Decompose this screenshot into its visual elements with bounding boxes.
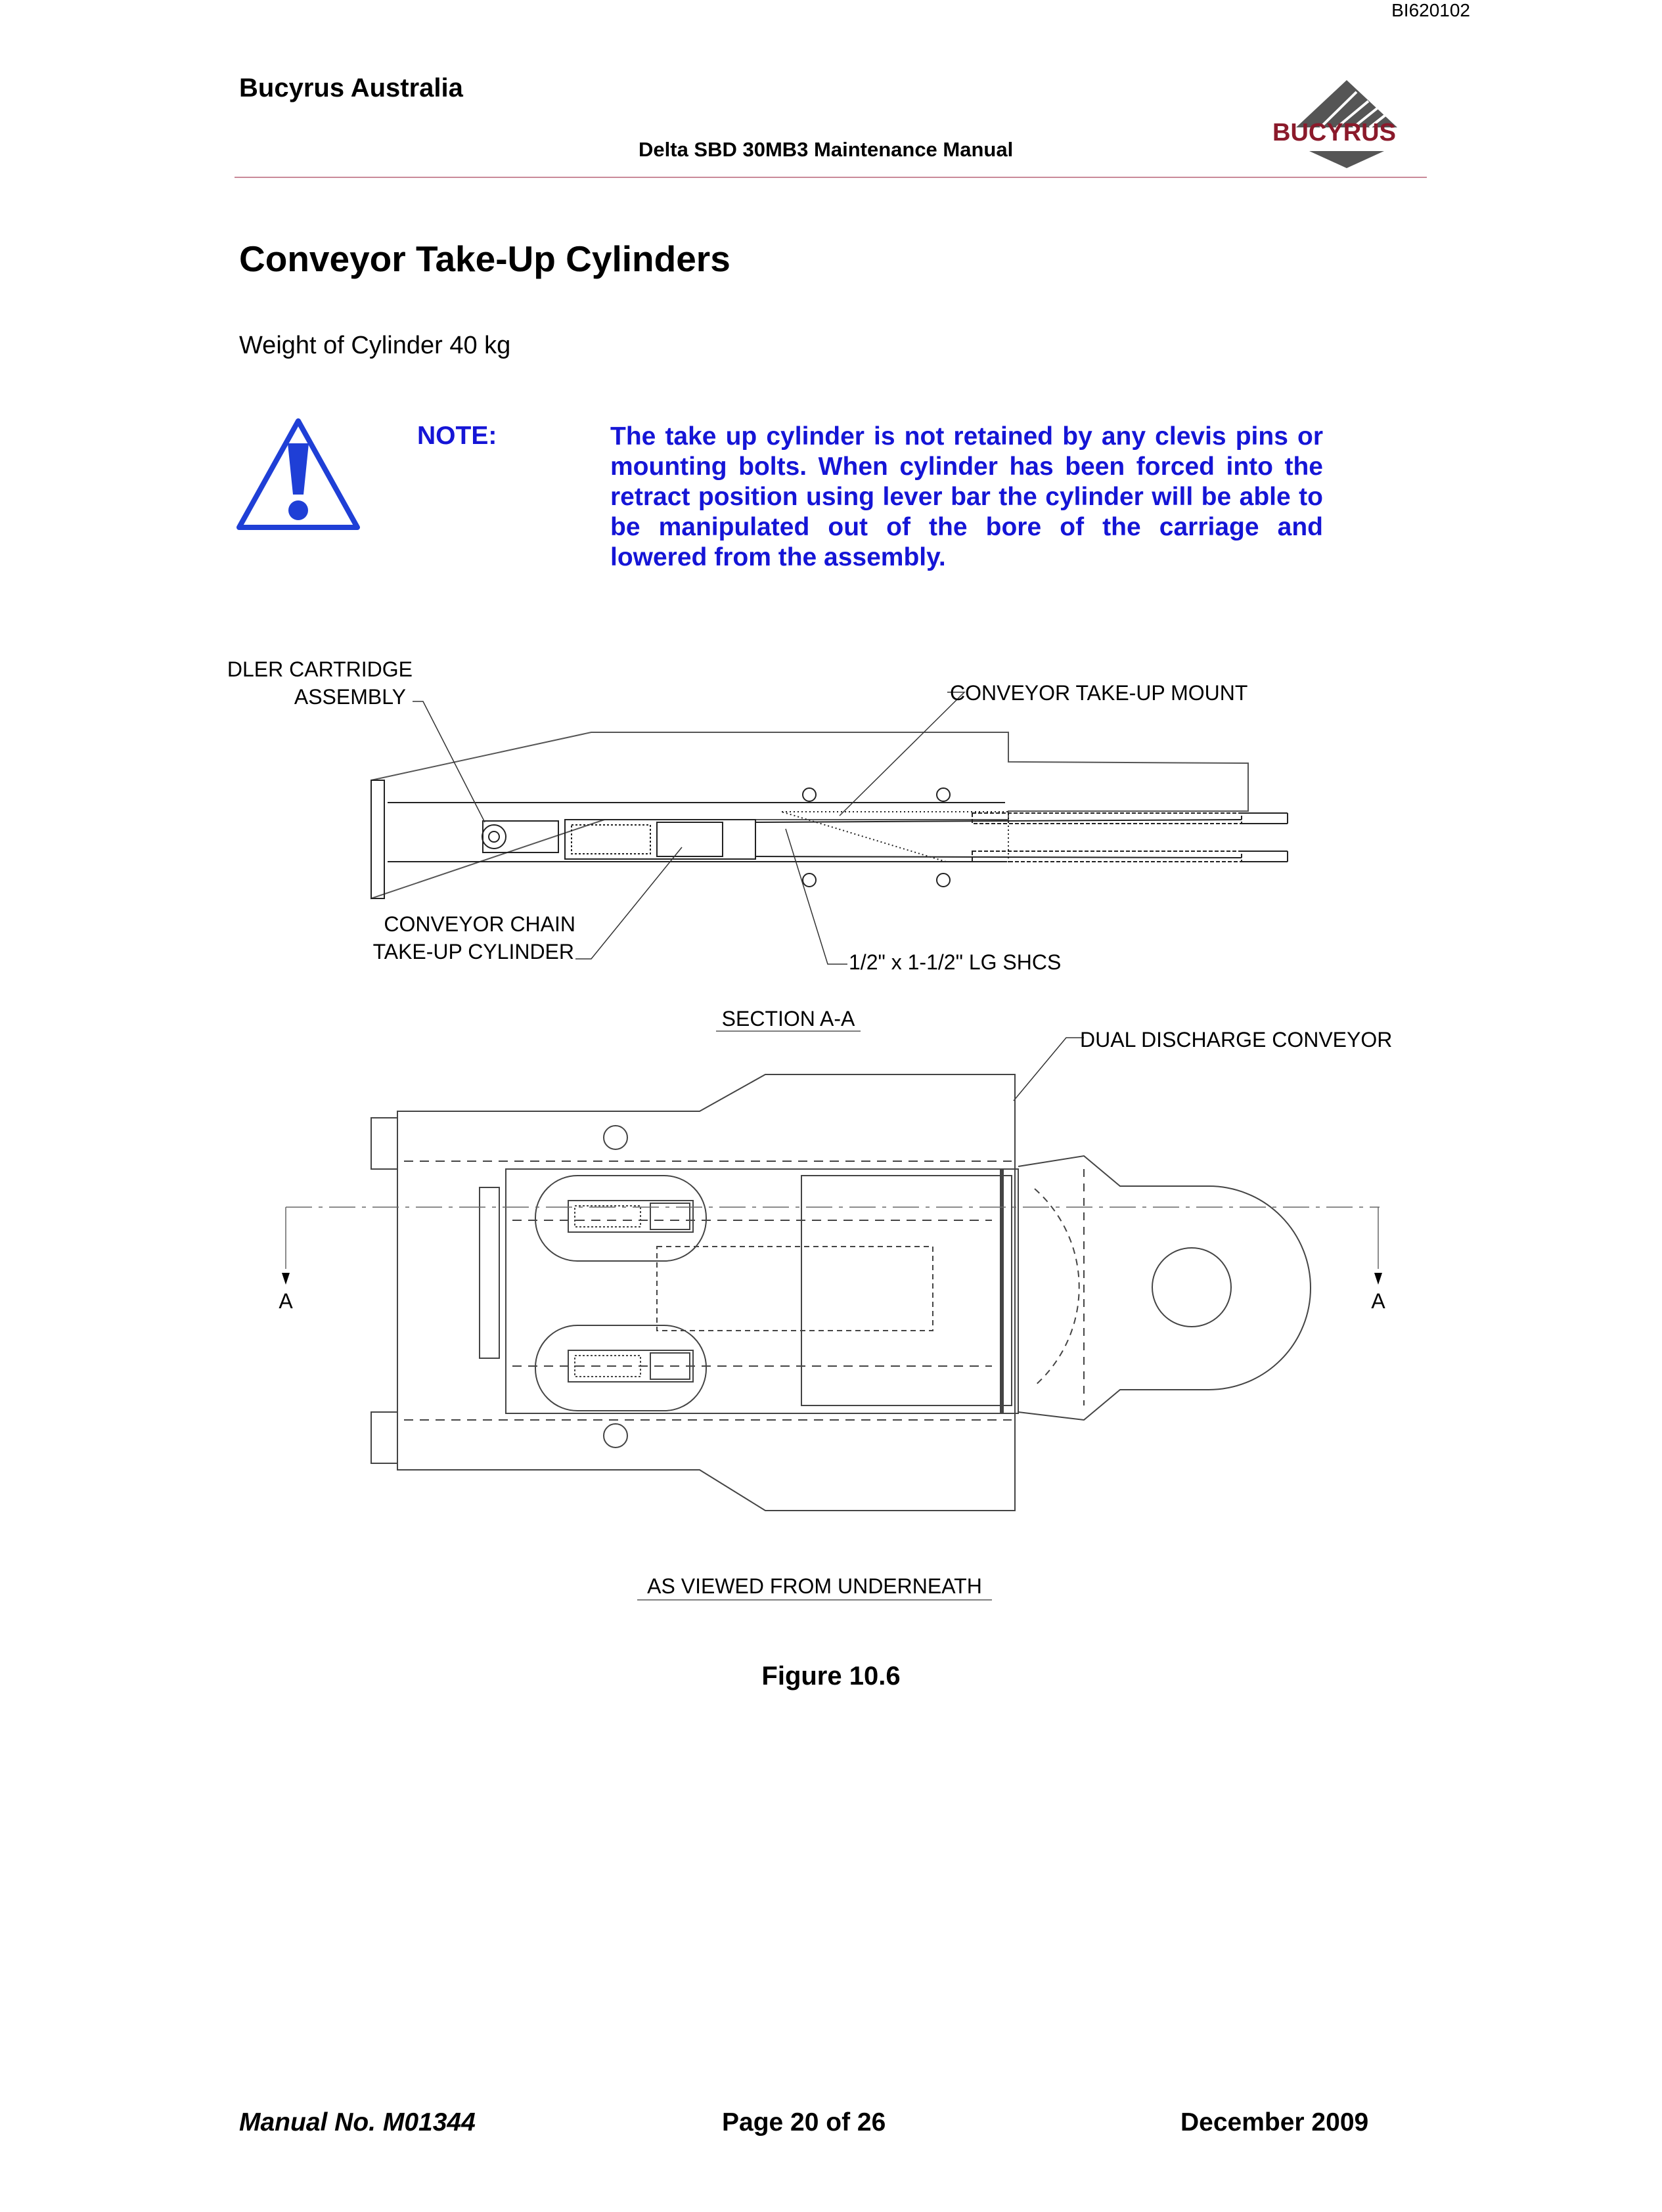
label-chain: CONVEYOR CHAIN (384, 912, 575, 936)
section-cut-line (286, 1207, 1380, 1269)
header-rule (235, 177, 1427, 178)
document-id: BI620102 (1391, 0, 1470, 20)
label-shcs: 1/2" x 1-1/2" LG SHCS (849, 950, 1062, 974)
label-idler-assembly: ASSEMBLY (294, 685, 406, 709)
section-marker-right: A (1371, 1289, 1385, 1313)
section-marker-left: A (279, 1289, 293, 1313)
section-title: Conveyor Take-Up Cylinders (239, 238, 730, 279)
leader-lines (413, 692, 1084, 1101)
label-dual-discharge: DUAL DISCHARGE CONVEYOR (1080, 1028, 1393, 1051)
footer-page-number: Page 20 of 26 (722, 2108, 886, 2136)
cylinder-weight: Weight of Cylinder 40 kg (239, 332, 511, 359)
manual-title: Delta SBD 30MB3 Maintenance Manual (639, 138, 1014, 161)
figure-caption: Figure 10.6 (761, 1662, 901, 1691)
note-text: The take up cylinder is not retained by any clevis pins or mounting bolts. When cylinder has been forced into the retract position using lever bar the cylinder will be able to be manipulated out of the bore of the carriage and lowered from the assembly. (610, 422, 1323, 571)
label-takeup-cylinder: TAKE-UP CYLINDER (372, 940, 574, 963)
warning-triangle-icon (235, 417, 361, 533)
label-idler-cartridge: DLER CARTRIDGE (227, 657, 413, 681)
label-underneath: AS VIEWED FROM UNDERNEATH (647, 1574, 982, 1598)
footer-date: December 2009 (1180, 2108, 1369, 2136)
plan-view (371, 1074, 1311, 1511)
company-name: Bucyrus Australia (239, 74, 463, 102)
conveyor-takeup-drawing (227, 650, 1393, 1609)
label-section-aa: SECTION A-A (721, 1007, 855, 1030)
note-label: NOTE: (417, 422, 497, 450)
logo-text: BUCYRUS (1272, 119, 1396, 146)
bucyrus-logo (1258, 77, 1410, 172)
section-arrow-left (282, 1273, 290, 1285)
section-view (371, 732, 1288, 898)
section-arrow-right (1374, 1273, 1382, 1285)
label-takeup-mount: CONVEYOR TAKE-UP MOUNT (950, 681, 1248, 705)
footer-manual-number: Manual No. M01344 (239, 2108, 476, 2136)
